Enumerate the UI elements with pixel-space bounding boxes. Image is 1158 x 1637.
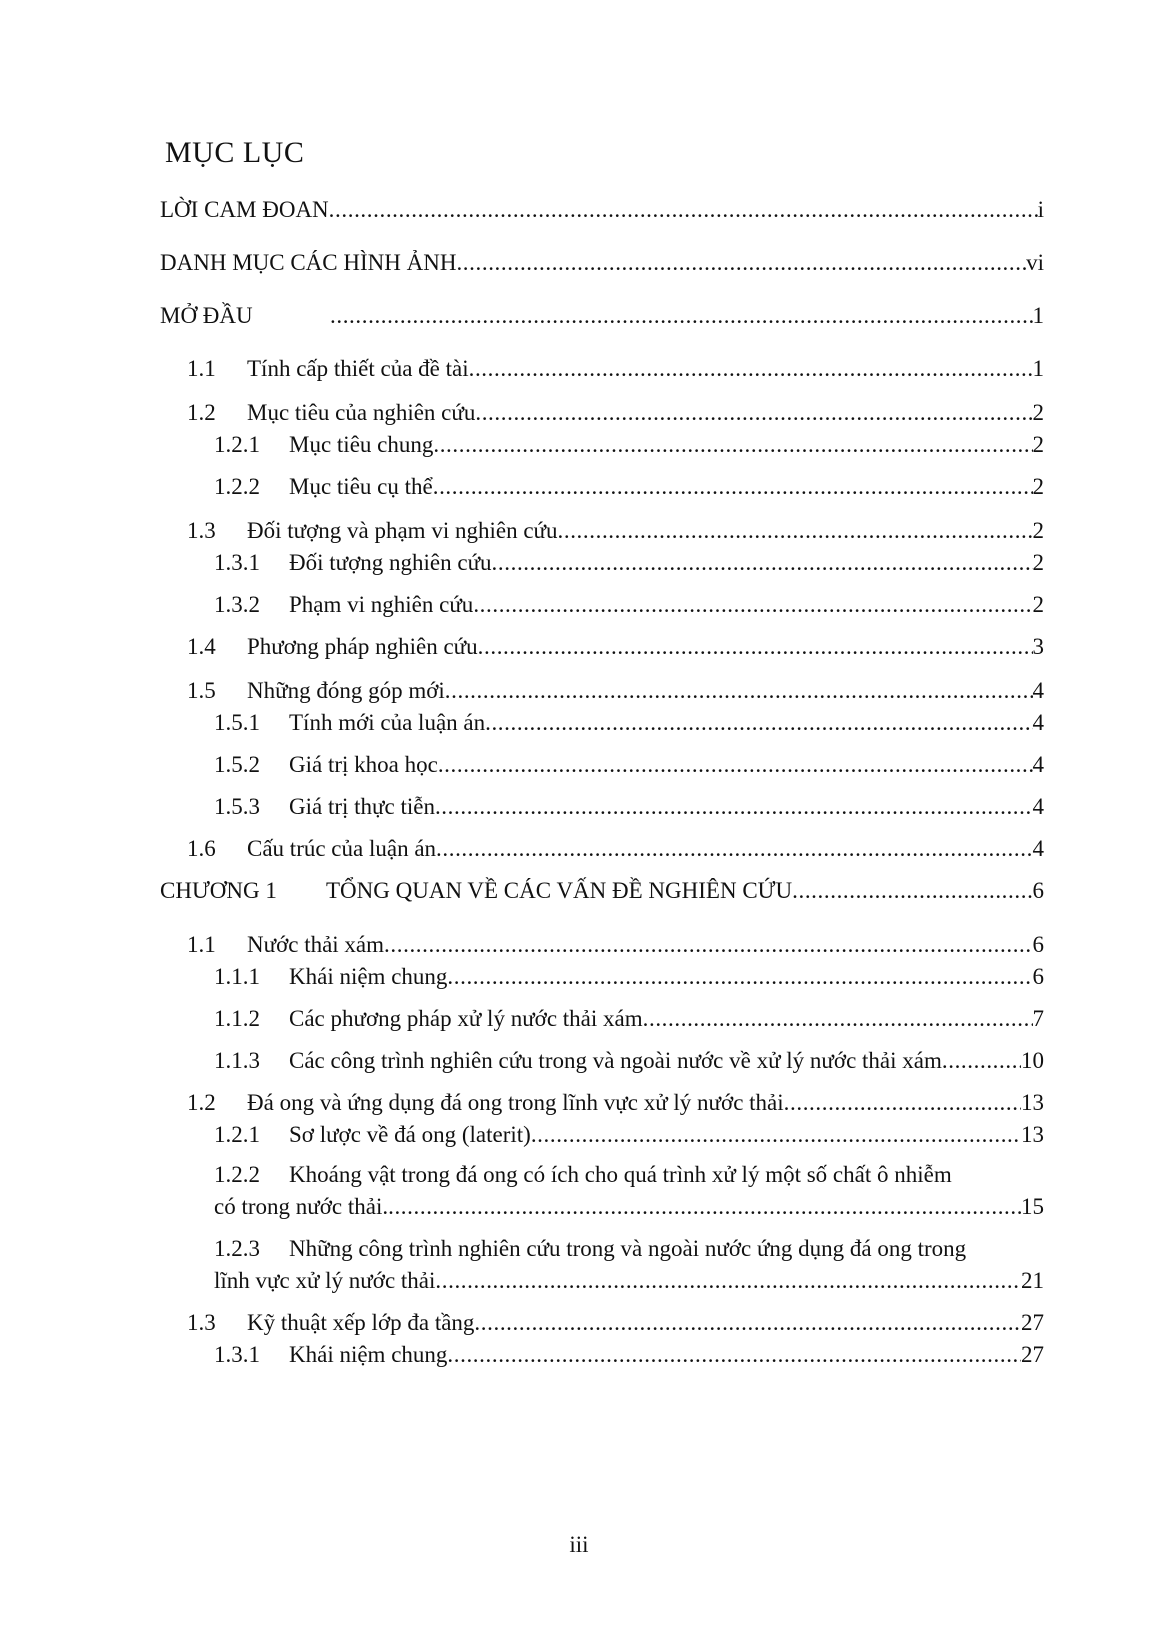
toc-entry-title: Những công trình nghiên cứu trong và ngoài nước ứng dụng đá ong trong — [289, 1236, 967, 1261]
toc-entry-title: Tính cấp thiết của đề tài — [247, 356, 469, 381]
toc-entry-number: 1.1.3 — [214, 1048, 260, 1073]
toc-entry-title: Các phương pháp xử lý nước thải xám — [289, 1006, 643, 1031]
toc-entry[interactable] — [187, 930, 1044, 960]
toc-entry-title: Đối tượng và phạm vi nghiên cứu — [247, 518, 558, 543]
toc-entry-number: 1.1 — [187, 356, 216, 381]
toc-entry-page: 4 — [1032, 710, 1044, 735]
toc-entry-number: 1.3 — [187, 1310, 216, 1335]
toc-entry[interactable] — [187, 398, 1044, 428]
toc-entry[interactable] — [160, 301, 1044, 331]
leader-dots — [492, 548, 1033, 578]
toc-entry-number: 1.5.2 — [214, 752, 260, 777]
toc-entry-page: 15 — [1021, 1194, 1044, 1219]
toc-entry-number: 1.3 — [187, 518, 216, 543]
toc-entry-number: 1.6 — [187, 836, 216, 861]
toc-entry-page: 4 — [1032, 794, 1044, 819]
toc-entry-page: 6 — [1032, 932, 1044, 957]
leader-dots — [330, 301, 1033, 331]
leader-dots — [445, 676, 1033, 706]
toc-entry-number: 1.2 — [187, 1090, 216, 1115]
toc-entry[interactable] — [214, 792, 1044, 822]
leader-dots — [456, 248, 1026, 278]
leader-dots — [792, 876, 1032, 906]
toc-entry[interactable] — [214, 1120, 1044, 1150]
leader-dots — [784, 1088, 1021, 1118]
toc-entry-title: Khái niệm chung — [289, 964, 448, 989]
toc-entry-title: DANH MỤC CÁC HÌNH ẢNH — [160, 250, 457, 275]
toc-entry-number: 1.3.1 — [214, 550, 260, 575]
toc-entry[interactable] — [214, 548, 1044, 578]
toc-entry[interactable] — [187, 516, 1044, 546]
toc-entry[interactable] — [187, 354, 1044, 384]
toc-entry-page: 21 — [1021, 1268, 1044, 1293]
toc-entry-number: 1.5.1 — [214, 710, 260, 735]
page-number: iii — [569, 1532, 589, 1557]
leader-dots — [447, 1340, 1021, 1370]
toc-entry-page: 2 — [1032, 592, 1044, 617]
toc-entry-number: MỞ ĐẦU — [160, 303, 253, 328]
toc-entry[interactable] — [187, 1088, 1044, 1118]
toc-entry[interactable] — [187, 632, 1044, 662]
leader-dots — [447, 962, 1032, 992]
toc-entry-number: 1.5 — [187, 678, 216, 703]
leader-dots — [469, 354, 1033, 384]
leader-dots — [942, 1046, 1021, 1076]
toc-entry-number: 1.1.2 — [214, 1006, 260, 1031]
toc-entry-title: Mục tiêu chung — [289, 432, 434, 457]
toc-entry-page: 2 — [1032, 432, 1044, 457]
toc-entry-title: Phạm vi nghiên cứu — [289, 592, 474, 617]
toc-entry-page: 2 — [1032, 474, 1044, 499]
toc-entry[interactable] — [187, 1308, 1044, 1338]
toc-entry[interactable] — [214, 430, 1044, 460]
toc-entry-number: 1.5.3 — [214, 794, 260, 819]
toc-entry-title: TỔNG QUAN VỀ CÁC VẤN ĐỀ NGHIÊN CỨU — [326, 878, 793, 903]
toc-entry-title: LỜI CAM ĐOAN — [160, 197, 329, 222]
toc-entry[interactable] — [214, 1004, 1044, 1034]
leader-dots — [643, 1004, 1033, 1034]
toc-entry-number: 1.3.2 — [214, 592, 260, 617]
leader-dots — [384, 930, 1032, 960]
toc-entry-title: Cấu trúc của luận án — [247, 836, 437, 861]
leader-dots — [433, 430, 1032, 460]
leader-dots — [474, 1308, 1021, 1338]
toc-entry-first-line — [214, 1160, 1044, 1190]
toc-entry-second-line — [214, 1266, 1044, 1296]
toc-entry[interactable] — [214, 590, 1044, 620]
toc-entry-page: 27 — [1021, 1310, 1044, 1335]
toc-entry[interactable] — [187, 834, 1044, 864]
toc-entry-page: 7 — [1032, 1006, 1044, 1031]
toc-entry-page: i — [1037, 197, 1044, 222]
toc-entry[interactable] — [214, 750, 1044, 780]
toc-entry[interactable] — [187, 676, 1044, 706]
leader-dots — [478, 632, 1033, 662]
toc-entry-title: Giá trị khoa học — [289, 752, 438, 777]
leader-dots — [531, 1120, 1021, 1150]
leader-dots — [435, 1266, 1021, 1296]
toc-entry-page: 10 — [1021, 1048, 1044, 1073]
toc-entry[interactable] — [214, 1340, 1044, 1370]
toc-entry-title: Đá ong và ứng dụng đá ong trong lĩnh vực xử lý nước thải — [247, 1090, 784, 1115]
toc-entry-page: 2 — [1032, 400, 1044, 425]
toc-entry-page: 6 — [1032, 878, 1044, 903]
toc-entry-number: 1.2.3 — [214, 1236, 260, 1261]
toc-entry-second-line — [214, 1192, 1044, 1222]
toc-entry[interactable] — [214, 1046, 1044, 1076]
toc-entry-page: 13 — [1021, 1090, 1044, 1115]
toc-entry-title: Kỹ thuật xếp lớp đa tầng — [247, 1310, 475, 1335]
toc-entry-page: 2 — [1032, 550, 1044, 575]
toc-entry-title: Những đóng góp mới — [247, 678, 445, 703]
toc-entry-page: 4 — [1032, 836, 1044, 861]
toc-entry[interactable] — [160, 195, 1044, 225]
leader-dots — [433, 472, 1033, 502]
toc-entry-page: 13 — [1021, 1122, 1044, 1147]
toc-entry-multiline[interactable] — [214, 1160, 1044, 1222]
leader-dots — [485, 708, 1032, 738]
leader-dots — [329, 195, 1038, 225]
toc-entry-page: vi — [1026, 250, 1044, 275]
toc-entry-number: 1.2.1 — [214, 1122, 260, 1147]
toc-entry[interactable] — [214, 472, 1044, 502]
toc-entry-title: Tính mới của luận án — [289, 710, 486, 735]
toc-entry-number: 1.3.1 — [214, 1342, 260, 1367]
toc-entry-title: Khoáng vật trong đá ong có ích cho quá trình xử lý một số chất ô nhiễm — [289, 1162, 952, 1187]
toc-entry-title: Khái niệm chung — [289, 1342, 448, 1367]
toc-entry-page: 27 — [1021, 1342, 1044, 1367]
toc-entry-page: 1 — [1032, 356, 1044, 381]
leader-dots — [438, 750, 1033, 780]
toc-entry-title: Các công trình nghiên cứu trong và ngoài nước về xử lý nước thải xám — [289, 1048, 942, 1073]
toc-entry-page: 4 — [1032, 678, 1044, 703]
toc-entry-number: 1.1.1 — [214, 964, 260, 989]
leader-dots — [436, 834, 1032, 864]
toc-entry[interactable] — [214, 962, 1044, 992]
toc-entry[interactable] — [160, 248, 1044, 278]
toc-entry-title: Sơ lược về đá ong (laterit) — [289, 1122, 531, 1147]
leader-dots — [558, 516, 1033, 546]
toc-entry-title: Đối tượng nghiên cứu — [289, 550, 492, 575]
toc-entry-title-cont: lĩnh vực xử lý nước thải — [214, 1268, 436, 1293]
toc-entry-page: 2 — [1032, 518, 1044, 543]
toc-entry-page: 1 — [1032, 303, 1044, 328]
toc-entry-number: 1.2.1 — [214, 432, 260, 457]
toc-entry-first-line — [214, 1234, 1044, 1264]
toc-entry-number: 1.2.2 — [214, 1162, 260, 1187]
toc-entry-page: 3 — [1032, 634, 1044, 659]
toc-entry-title: Mục tiêu của nghiên cứu — [247, 400, 476, 425]
toc-entry-multiline[interactable] — [214, 1234, 1044, 1296]
toc-entry[interactable] — [214, 708, 1044, 738]
toc-entry-page: 4 — [1032, 752, 1044, 777]
toc-entry-number: 1.2.2 — [214, 474, 260, 499]
toc-entry-number: CHƯƠNG 1 — [160, 878, 277, 903]
toc-entry-number: 1.4 — [187, 634, 216, 659]
leader-dots — [473, 590, 1032, 620]
toc-entry-title: Mục tiêu cụ thể — [289, 474, 433, 499]
toc-entry-title-cont: có trong nước thải. — [214, 1194, 389, 1219]
toc-entry-title: Giá trị thực tiễn — [289, 794, 435, 819]
leader-dots — [435, 792, 1033, 822]
page-title: MỤC LỤC — [165, 136, 305, 169]
toc-entry-page: 6 — [1032, 964, 1044, 989]
toc-entry-chapter[interactable] — [160, 876, 1044, 906]
toc-entry-title: Phương pháp nghiên cứu — [247, 634, 478, 659]
leader-dots — [475, 398, 1032, 428]
toc-entry-number: 1.1 — [187, 932, 216, 957]
toc-entry-number: 1.2 — [187, 400, 216, 425]
toc-entry-title: Nước thải xám — [247, 932, 385, 957]
leader-dots — [388, 1192, 1021, 1222]
